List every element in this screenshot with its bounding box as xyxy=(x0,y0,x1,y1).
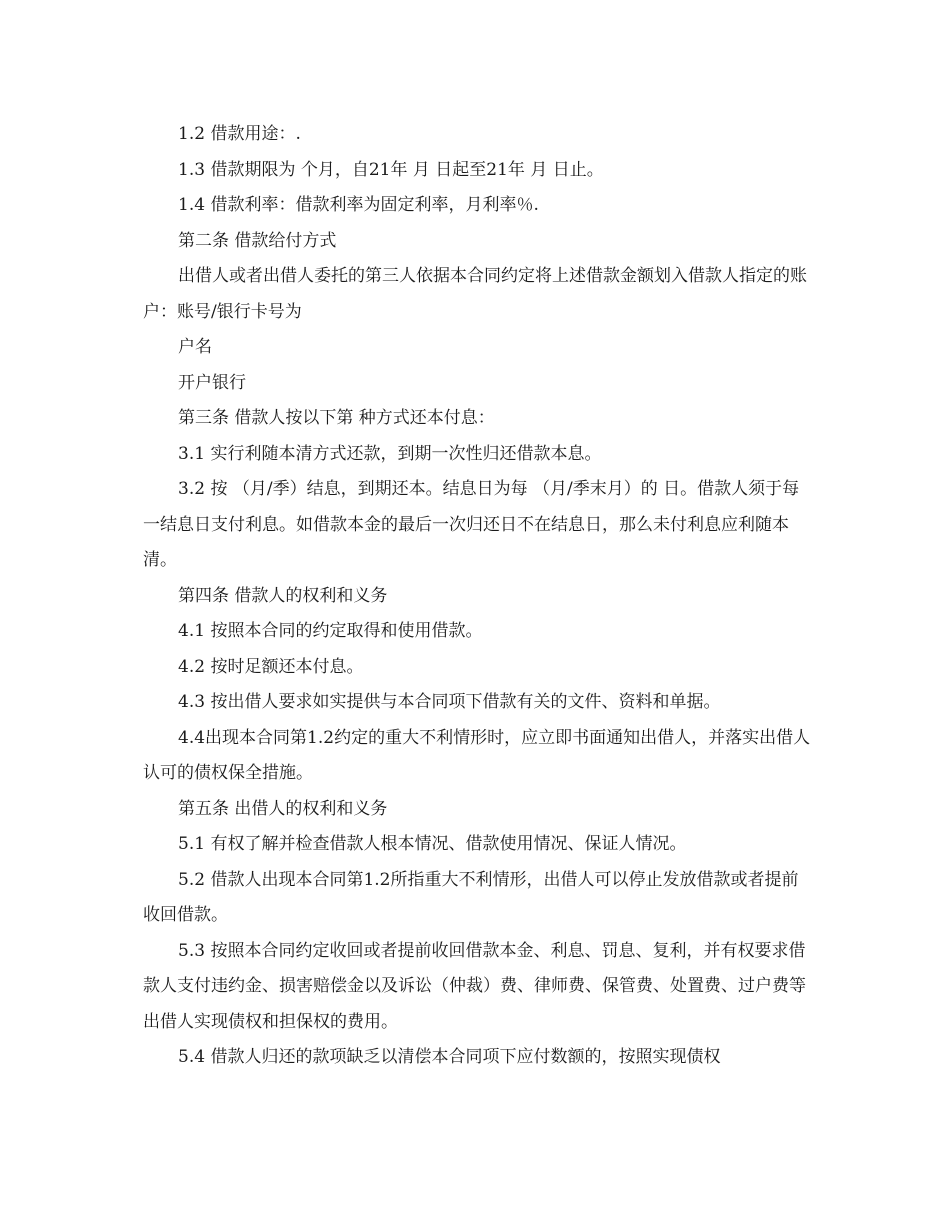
clause-1-3-term: 1.3 借款期限为 个月，自21年 月 日起至21年 月 日止。 xyxy=(178,159,604,180)
clause-5-4: 5.4 借款人归还的款项缺乏以清偿本合同项下应付数额的，按照实现债权 xyxy=(178,1047,721,1067)
clause-5-3: 5.3 按照本合同约定收回或者提前收回借款本金、利息、罚息、复利，并有权要求借款人支付违约金、损害赔偿金以及诉讼（仲裁）费、律师费、保管费、处置费、过户费等出借人实现债权和担保权的费用。 xyxy=(143,940,806,1032)
clause-5-1: 5.1 有权了解并检查借款人根本情况、借款使用情况、保证人情况。 xyxy=(178,834,687,854)
article-3-heading: 第三条 借款人按以下第 种方式还本付息： xyxy=(178,408,495,428)
clause-1-2-purpose: 1.2 借款用途：. xyxy=(178,124,301,144)
article-4-heading: 第四条 借款人的权利和义务 xyxy=(178,585,388,606)
clause-4-1: 4.1 按照本合同的约定取得和使用借款。 xyxy=(178,621,483,641)
document-body xyxy=(143,117,813,1076)
clause-4-4: 4.4出现本合同第1.2约定的重大不利情形时，应立即书面通知出借人，并落实出借人认可的债权保全措施。 xyxy=(143,727,811,783)
clause-4-2: 4.2 按时足额还本付息。 xyxy=(178,656,364,677)
clause-5-2: 5.2 借款人出现本合同第1.2所指重大不利情形，出借人可以停止发放借款或者提前收回借款。 xyxy=(143,869,799,925)
clause-4-3: 4.3 按出借人要求如实提供与本合同项下借款有关的文件、资料和单据。 xyxy=(178,692,721,712)
article-5-heading: 第五条 出借人的权利和义务 xyxy=(178,798,388,819)
clause-3-1: 3.1 实行利随本清方式还款，到期一次性归还借款本息。 xyxy=(178,443,602,464)
account-name-line: 户名 xyxy=(178,337,212,357)
article-2-body: 出借人或者出借人委托的第三人依据本合同约定将上述借款金额划入借款人指定的账户：账号/银行卡号为 xyxy=(143,266,807,322)
clause-1-4-rate: 1.4 借款利率：借款利率为固定利率，月利率％. xyxy=(178,195,539,215)
bank-line: 开户银行 xyxy=(178,372,246,393)
clause-3-2: 3.2 按 （月/季）结息，到期还本。结息日为每 （月/季末月）的 日。借款人须于每一结息日支付利息。如借款本金的最后一次归还日不在结息日，那么未付利息应利随本清。 xyxy=(143,479,800,570)
article-2-heading: 第二条 借款给付方式 xyxy=(178,230,337,251)
